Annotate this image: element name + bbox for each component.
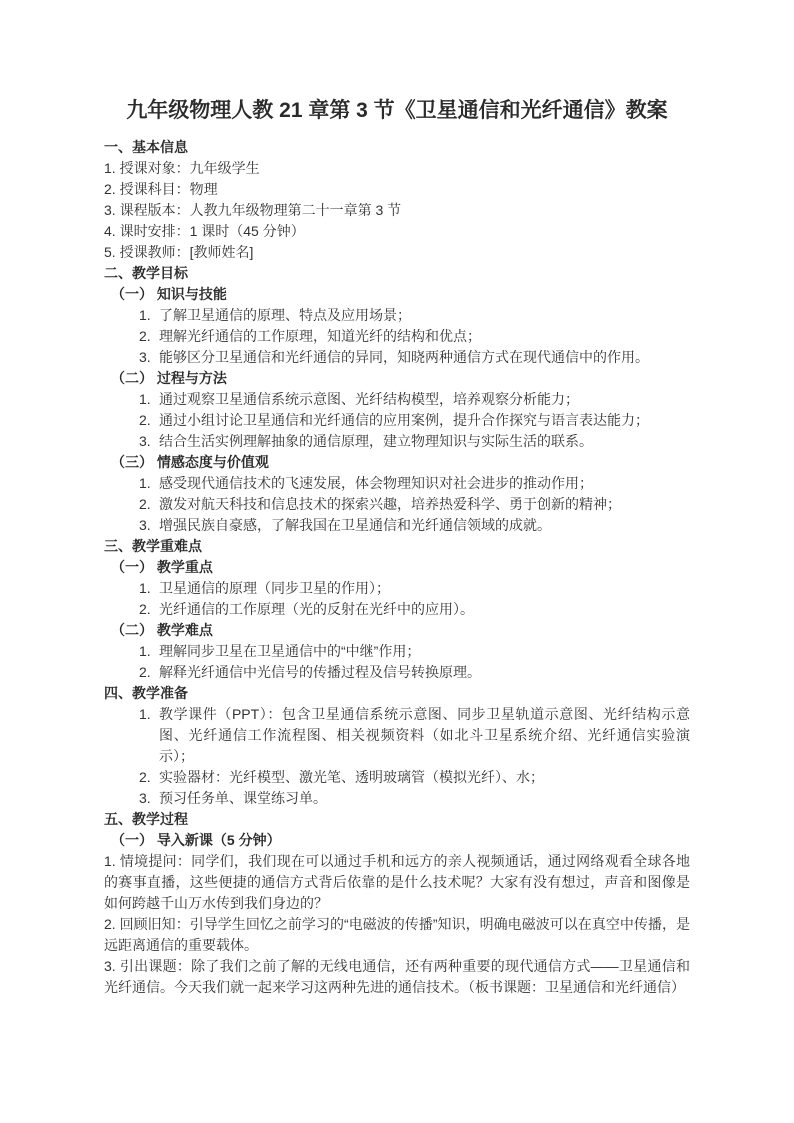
list-item-number: 2.	[139, 769, 151, 785]
list-item-number: 2.	[139, 601, 151, 617]
subsection-heading: （一） 知识与技能	[111, 286, 227, 302]
list-item-text: 教学课件（PPT）：包含卫星通信系统示意图、同步卫星轨道示意图、光纤结构示意图、光纤通信工作流程图、相关视频资料（如北斗卫星系统介绍、光纤通信实验演示）；	[159, 706, 690, 764]
numbered-paragraph: 2. 回顾旧知：引导学生回忆之前学习的“电磁波的传播”知识，明确电磁波可以在真空中传播，是远距离通信的重要载体。	[104, 916, 690, 953]
list-item	[104, 431, 690, 452]
list-item-number: 2.	[139, 496, 151, 512]
list-item-number: 1.	[139, 475, 151, 491]
list-item	[104, 578, 690, 599]
list-item-text: 理解光纤通信的工作原理，知道光纤的结构和优点；	[159, 328, 481, 344]
list-item	[104, 473, 690, 494]
section-heading: 四、教学准备	[104, 685, 188, 701]
list-item-number: 2.	[139, 664, 151, 680]
list-item-number: 1.	[139, 706, 151, 722]
list-item-number: 1.	[139, 391, 151, 407]
list-item	[104, 599, 690, 620]
numbered-paragraph: 3. 引出课题：除了我们之前了解的无线电通信，还有两种重要的现代通信方式——卫星通信和光纤通信。今天我们就一起来学习这两种先进的通信技术。（板书课题：卫星通信和光纤通信）	[104, 958, 690, 995]
list-item-text: 实验器材：光纤模型、激光笔、透明玻璃管（模拟光纤）、水；	[159, 769, 544, 785]
list-item-number: 2.	[139, 328, 151, 344]
section-heading: 一、基本信息	[104, 139, 188, 155]
subsection-heading: （二） 教学难点	[111, 622, 213, 638]
list-item-number: 3.	[139, 790, 151, 806]
list-item-number: 1.	[139, 580, 151, 596]
list-item-text: 卫星通信的原理（同步卫星的作用）；	[159, 580, 390, 596]
subsection-heading: （一） 教学重点	[111, 559, 213, 575]
list-item-text: 通过观察卫星通信系统示意图、光纤结构模型，培养观察分析能力；	[159, 391, 579, 407]
list-item	[104, 641, 690, 662]
subsection-heading: （二） 过程与方法	[111, 370, 227, 386]
list-item	[104, 494, 690, 515]
list-item-text: 能够区分卫星通信和光纤通信的异同，知晓两种通信方式在现代通信中的作用。	[159, 349, 649, 365]
list-item-text: 激发对航天科技和信息技术的探索兴趣，培养热爱科学、勇于创新的精神；	[159, 496, 621, 512]
list-item-text: 感受现代通信技术的飞速发展，体会物理知识对社会进步的推动作用；	[159, 475, 593, 491]
list-item-number: 1.	[139, 643, 151, 659]
list-item	[104, 347, 690, 368]
doc-title: 九年级物理人教 21 章第 3 节《卫星通信和光纤通信》教案	[126, 99, 668, 122]
subsection-heading: （三） 情感态度与价值观	[111, 454, 269, 470]
list-item-number: 3.	[139, 517, 151, 533]
list-item-text: 结合生活实例理解抽象的通信原理，建立物理知识与实际生活的联系。	[159, 433, 593, 449]
section-heading: 五、教学过程	[104, 811, 188, 827]
list-item-text: 通过小组讨论卫星通信和光纤通信的应用案例，提升合作探究与语言表达能力；	[159, 412, 649, 428]
list-item-text: 光纤通信的工作原理（光的反射在光纤中的应用）。	[159, 601, 474, 617]
numbered-paragraph: 1. 情境提问：同学们，我们现在可以通过手机和远方的亲人视频通话，通过网络观看全球各地的赛事直播，这些便捷的通信方式背后依靠的是什么技术呢？大家有没有想过，声音和图像是如何跨越千山万水传到我们身边的？	[104, 853, 690, 911]
list-item-text: 解释光纤通信中光信号的传播过程及信号转换原理。	[159, 664, 481, 680]
section-heading: 二、教学目标	[104, 265, 188, 281]
info-line: 1. 授课对象：九年级学生	[104, 160, 260, 176]
list-item-text: 预习任务单、课堂练习单。	[159, 790, 327, 806]
list-item	[104, 704, 690, 767]
list-item	[104, 305, 690, 326]
info-line: 5. 授课教师：[教师姓名]	[104, 244, 254, 260]
list-item	[104, 662, 690, 683]
list-item	[104, 767, 690, 788]
info-line: 2. 授课科目：物理	[104, 181, 218, 197]
list-item-text: 增强民族自豪感，了解我国在卫星通信和光纤通信领域的成就。	[159, 517, 551, 533]
list-item	[104, 410, 690, 431]
list-item	[104, 515, 690, 536]
subsection-heading: （一） 导入新课（5 分钟）	[111, 832, 281, 848]
list-item	[104, 788, 690, 809]
list-item-text: 了解卫星通信的原理、特点及应用场景；	[159, 307, 411, 323]
section-heading: 三、教学重难点	[104, 538, 202, 554]
list-item-number: 3.	[139, 433, 151, 449]
list-item-text: 理解同步卫星在卫星通信中的“中继”作用；	[159, 643, 421, 659]
list-item-number: 3.	[139, 349, 151, 365]
doc-body	[104, 137, 690, 998]
list-item-number: 2.	[139, 412, 151, 428]
info-line: 4. 课时安排：1 课时（45 分钟）	[104, 223, 305, 239]
list-item	[104, 389, 690, 410]
list-item-number: 1.	[139, 307, 151, 323]
list-item	[104, 326, 690, 347]
info-line: 3. 课程版本：人教九年级物理第二十一章第 3 节	[104, 202, 402, 218]
